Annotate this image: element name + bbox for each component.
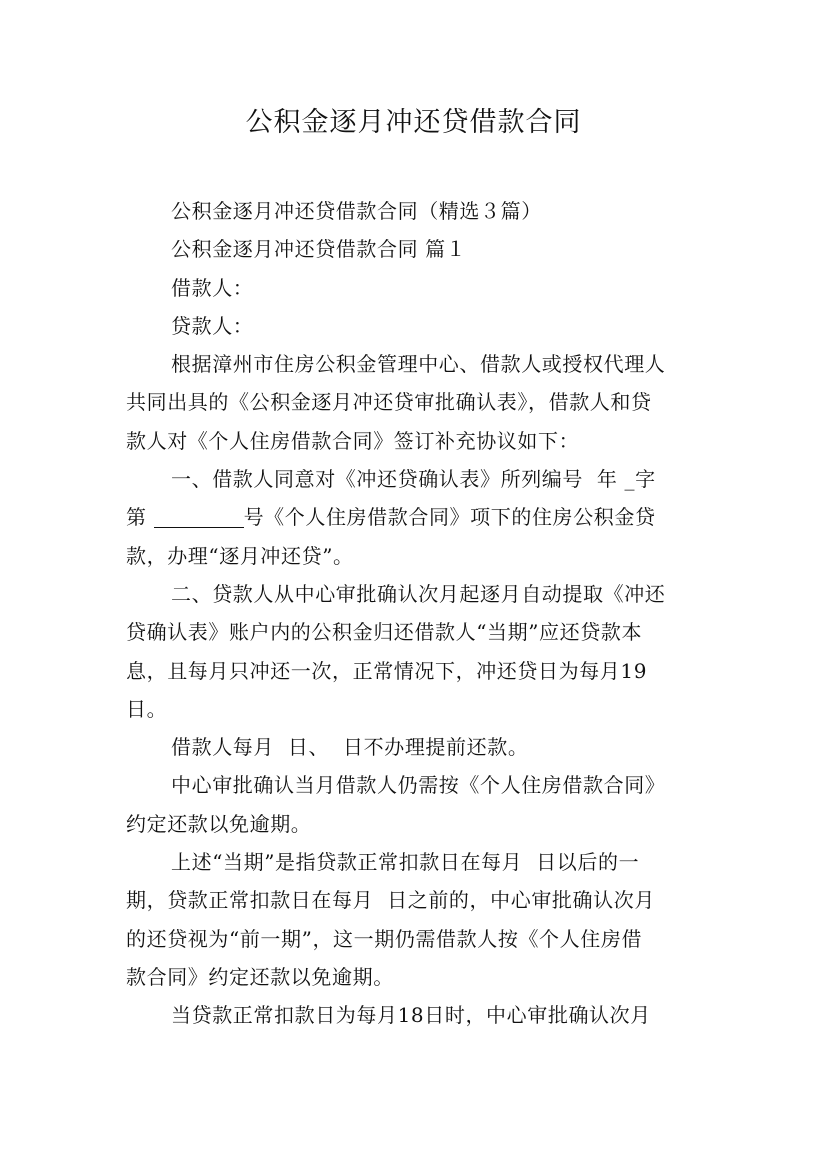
- paragraph-line: 约定还款以免逾期。: [126, 811, 312, 836]
- paragraph-line: 款人对《个人住房借款合同》签订补充协议如下：: [126, 428, 580, 453]
- paragraph-line: 期，贷款正常扣款日在每月 日之前的，中心审批确认次月: [126, 888, 655, 913]
- paragraph-line: 借款人每月 日、 日不办理提前还款。: [171, 735, 529, 760]
- paragraph-line: 贷款人：: [171, 313, 254, 338]
- paragraph-line: 贷确认表》账户内的公积金归还借款人“当期”应还贷款本: [126, 620, 643, 645]
- paragraph-line: 上述“当期”是指贷款正常扣款日在每月 日以后的一: [171, 850, 640, 875]
- paragraph-line-with-blank: [126, 498, 702, 536]
- paragraph-line: 中心审批确认当月借款人仍需按《个人住房借款合同》: [171, 773, 666, 798]
- paragraph-line: 款，办理“逐月冲还贷”。: [126, 543, 354, 568]
- paragraph-line: 二、贷款人从中心审批确认次月起逐月自动提取《冲还: [171, 581, 666, 606]
- document-title: 公积金逐月冲还贷借款合同: [245, 107, 582, 138]
- paragraph-line: 根据漳州市住房公积金管理中心、借款人或授权代理人: [171, 352, 666, 377]
- paragraph-line: 一、借款人同意对《冲还贷确认表》所列编号 年 _字: [171, 467, 656, 492]
- paragraph-line: 公积金逐月冲还贷借款合同（精选３篇）: [171, 199, 542, 223]
- paragraph-line-prefix: 第: [126, 505, 154, 530]
- paragraph-line: 公积金逐月冲还贷借款合同 篇１: [171, 237, 467, 262]
- paragraph-line: 当贷款正常扣款日为每月18日时，中心审批确认次月: [171, 1003, 651, 1028]
- paragraph-line: 共同出具的《公积金逐月冲还贷审批确认表》，借款人和贷: [126, 390, 652, 415]
- document-body: [126, 192, 702, 1035]
- paragraph-line: 日。: [126, 696, 168, 721]
- paragraph-line: 息，且每月只冲还一次，正常情况下，冲还贷日为每月19: [126, 658, 648, 683]
- fill-in-blank: [154, 505, 244, 528]
- paragraph-line: 款合同》约定还款以免逾期。: [126, 964, 394, 989]
- paragraph-line: 的还贷视为“前一期”，这一期仍需借款人按《个人住房借: [126, 926, 643, 951]
- paragraph-line: 借款人：: [171, 275, 254, 300]
- paragraph-line-suffix: 号《个人住房借款合同》项下的住房公积金贷: [243, 505, 656, 530]
